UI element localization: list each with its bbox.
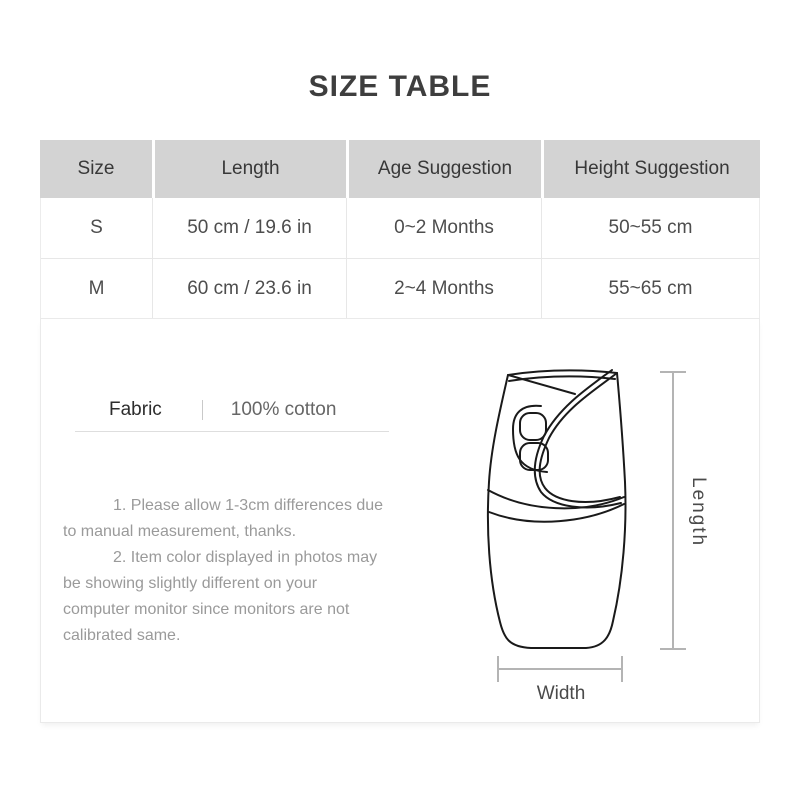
table-row <box>41 259 759 320</box>
table-body <box>40 198 760 320</box>
page-title: SIZE TABLE <box>308 70 492 103</box>
notes <box>63 493 435 649</box>
length-label: Length <box>688 477 709 548</box>
horizontal-divider <box>75 431 389 432</box>
length-dimension-line <box>660 372 686 649</box>
header-cell-height: Height Suggestion <box>541 140 760 198</box>
note-line: computer monitor since monitors are not <box>63 601 350 618</box>
cell-length: 60 cm / 23.6 in <box>152 259 346 319</box>
fabric-label: Fabric <box>109 399 162 420</box>
width-label: Width <box>536 683 586 704</box>
table-header-row <box>40 140 760 198</box>
width-dimension-line <box>498 656 622 682</box>
cell-age: 0~2 Months <box>346 198 541 258</box>
fabric-value: 100% cotton <box>230 399 337 420</box>
note-line: be showing slightly different on your <box>63 575 318 592</box>
cell-height: 50~55 cm <box>541 198 759 258</box>
cell-size: M <box>88 278 105 299</box>
info-box <box>40 318 760 723</box>
note-line: calibrated same. <box>63 627 181 644</box>
swaddle-diagram <box>470 356 760 706</box>
size-table <box>40 140 760 320</box>
header-cell-size: Size <box>40 140 152 198</box>
fabric-row <box>109 399 336 421</box>
cell-height: 55~65 cm <box>541 259 759 319</box>
vertical-divider <box>202 400 203 420</box>
note-line: 1. Please allow 1-3cm differences due <box>113 497 384 514</box>
table-row <box>41 198 759 259</box>
cell-age: 2~4 Months <box>346 259 541 319</box>
note-line: 2. Item color displayed in photos may <box>113 549 378 566</box>
swaddle-drawing <box>488 370 626 648</box>
cell-size: S <box>90 217 103 238</box>
cell-length: 50 cm / 19.6 in <box>152 198 346 258</box>
header-cell-length: Length <box>152 140 346 198</box>
note-line: to manual measurement, thanks. <box>63 523 297 540</box>
header-cell-age: Age Suggestion <box>346 140 541 198</box>
